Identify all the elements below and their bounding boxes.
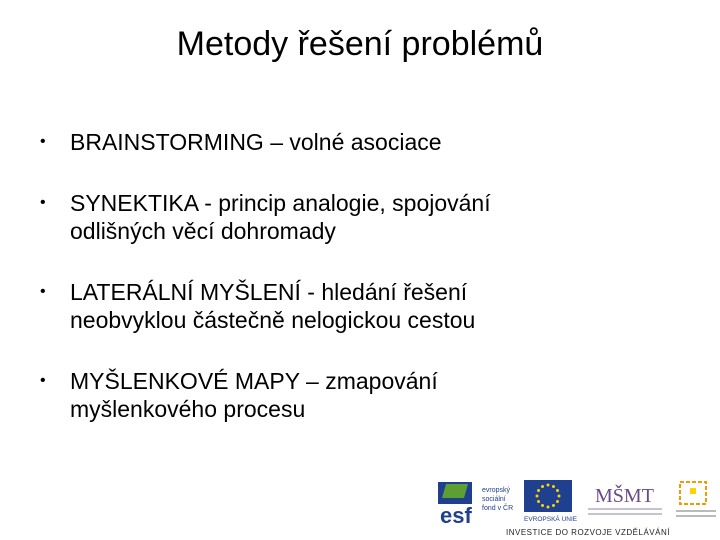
eu-star: [552, 504, 555, 507]
eu-star: [541, 504, 544, 507]
op-logo: [676, 482, 716, 517]
msmt-wordmark: MŠMT: [595, 485, 654, 507]
op-logo-line-2: [676, 515, 716, 517]
msmt-logo: [588, 483, 662, 515]
bullet-line: LATERÁLNÍ MYŠLENÍ - hledání řešení: [70, 279, 468, 305]
bullet-line: SYNEKTIKA - princip analogie, spojování: [70, 190, 491, 216]
logos-subtitle: INVESTICE DO ROZVOJE VZDĚLÁVÁNÍ: [506, 528, 670, 537]
bullet-line: odlišných věcí dohromady: [70, 218, 336, 244]
bullet-synektika: [40, 189, 680, 245]
esf-logo: [438, 482, 513, 528]
bullet-myslenkove-mapy: [40, 367, 680, 423]
bullet-dot: •: [40, 194, 46, 211]
esf-caption-1: evropský: [482, 487, 511, 494]
bullet-line: neobvyklou částečně nelogickou cestou: [70, 307, 476, 333]
eu-star: [547, 484, 550, 487]
slide-title: Metody řešení problémů: [176, 25, 544, 63]
eu-star: [536, 495, 539, 498]
bullet-dot: •: [40, 283, 46, 300]
bullet-brainstorming: [40, 128, 680, 156]
bullet-dot: •: [40, 372, 46, 389]
esf-wordmark: esf: [440, 503, 472, 528]
msmt-line-1: [588, 508, 662, 510]
esf-caption-3: fond v ČR: [482, 505, 514, 512]
bullet-line: BRAINSTORMING – volné asociace: [70, 129, 442, 155]
funding-logos-strip: [438, 478, 720, 540]
eu-star: [556, 489, 559, 492]
eu-star: [547, 506, 550, 509]
eu-star: [556, 500, 559, 503]
esf-caption-2: sociální: [482, 496, 506, 503]
eu-star: [537, 489, 540, 492]
bullet-list: [40, 128, 680, 423]
eu-star: [537, 500, 540, 503]
op-logo-center: [690, 488, 696, 494]
eu-caption: EVROPSKÁ UNIE: [524, 516, 578, 523]
bullet-line: myšlenkového procesu: [70, 396, 306, 422]
eu-flag-logo: [524, 480, 578, 523]
eu-star: [541, 485, 544, 488]
msmt-line-2: [588, 513, 662, 515]
op-logo-line-1: [676, 510, 716, 512]
bullet-lateralni-mysleni: [40, 278, 680, 334]
funding-logos: [438, 478, 720, 528]
bullet-dot: •: [40, 133, 46, 150]
esf-flag-green: [442, 484, 468, 498]
eu-star: [552, 485, 555, 488]
eu-star: [558, 495, 561, 498]
bullet-line: MYŠLENKOVÉ MAPY – zmapování: [70, 368, 438, 394]
